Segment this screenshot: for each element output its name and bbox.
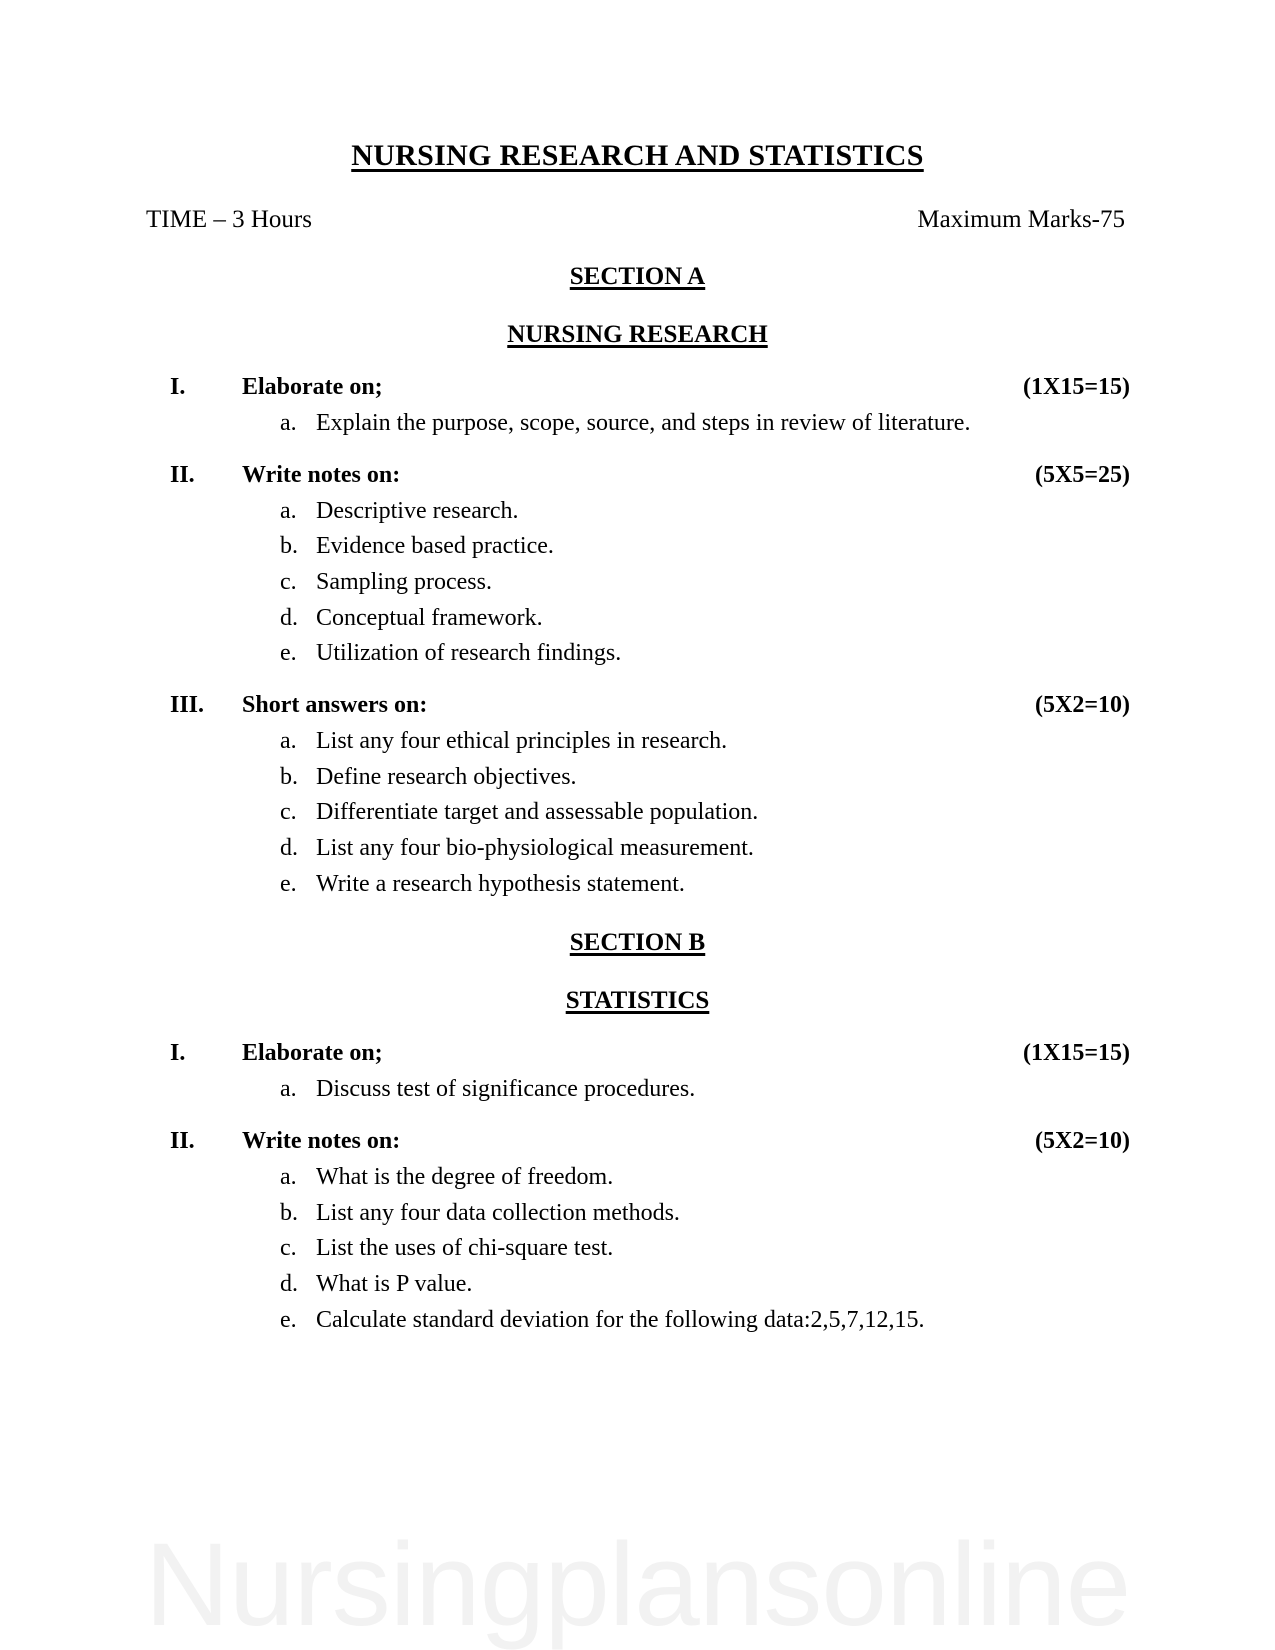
list-item bbox=[0, 762, 1275, 794]
sub-item-text: Calculate standard deviation for the following data:2,5,7,12,15. bbox=[316, 1306, 925, 1333]
question-sub-list bbox=[0, 1162, 1275, 1336]
section-a-subject-text: NURSING RESEARCH bbox=[507, 321, 768, 348]
section-a-heading-text: SECTION A bbox=[569, 263, 706, 290]
exam-meta-row bbox=[0, 206, 1275, 234]
sub-item-letter: d. bbox=[280, 1271, 298, 1298]
question-title: Write notes on: bbox=[242, 1128, 401, 1155]
sub-item-text: List any four data collection methods. bbox=[316, 1199, 680, 1226]
sub-item-text: What is the degree of freedom. bbox=[316, 1164, 614, 1191]
sub-item-letter: d. bbox=[280, 604, 298, 631]
sub-item-text: Explain the purpose, scope, source, and steps in review of literature. bbox=[316, 410, 971, 436]
question-b-1 bbox=[0, 1038, 1275, 1106]
list-item bbox=[0, 603, 1275, 635]
sub-item-text: List any four bio-physiological measurement. bbox=[316, 835, 754, 862]
question-b-2 bbox=[0, 1126, 1275, 1336]
question-marks: (5X2=10) bbox=[1035, 692, 1130, 719]
section-b-subject-text: STATISTICS bbox=[565, 987, 710, 1015]
list-item bbox=[0, 567, 1275, 599]
list-item bbox=[0, 833, 1275, 865]
sub-item-letter: e. bbox=[280, 640, 297, 667]
list-item bbox=[0, 1269, 1275, 1301]
list-item bbox=[0, 1198, 1275, 1230]
sub-item-text: Descriptive research. bbox=[316, 497, 519, 524]
sub-item-letter: b. bbox=[280, 533, 298, 560]
sub-item-letter: e. bbox=[280, 870, 297, 897]
sub-item-text: Define research objectives. bbox=[316, 763, 577, 790]
section-b-heading-text: SECTION B bbox=[569, 929, 706, 957]
list-item bbox=[0, 1233, 1275, 1265]
question-number: II. bbox=[170, 1128, 195, 1155]
question-a-1 bbox=[0, 372, 1275, 440]
sub-item-letter: c. bbox=[280, 1235, 297, 1262]
list-item bbox=[0, 531, 1275, 563]
exam-time-label: TIME – 3 Hours bbox=[146, 206, 312, 233]
sub-item-letter: a. bbox=[280, 1076, 297, 1103]
question-sub-list bbox=[0, 408, 1275, 440]
watermark: Nursingplansonline bbox=[144, 1519, 1131, 1650]
question-sub-list bbox=[0, 1074, 1275, 1106]
page-title-text: NURSING RESEARCH AND STATISTICS bbox=[351, 139, 924, 172]
list-item bbox=[0, 496, 1275, 528]
question-header bbox=[0, 372, 1275, 402]
question-sub-list bbox=[0, 496, 1275, 670]
question-title: Short answers on: bbox=[242, 692, 428, 719]
section-a bbox=[0, 262, 1275, 900]
exam-max-marks-label: Maximum Marks-75 bbox=[917, 206, 1125, 233]
list-item bbox=[0, 1162, 1275, 1194]
question-number: III. bbox=[170, 692, 205, 719]
question-number: II. bbox=[170, 461, 195, 488]
sub-item-text: Utilization of research findings. bbox=[316, 640, 622, 667]
sub-item-text: Write a research hypothesis statement. bbox=[316, 870, 685, 897]
sub-item-letter: a. bbox=[280, 728, 297, 755]
section-a-heading bbox=[0, 262, 1275, 292]
sub-item-letter: a. bbox=[280, 497, 297, 524]
question-header bbox=[0, 1038, 1275, 1068]
question-title: Write notes on: bbox=[242, 461, 401, 488]
list-item bbox=[0, 408, 1275, 440]
question-marks: (5X2=10) bbox=[1035, 1128, 1130, 1155]
list-item bbox=[0, 726, 1275, 758]
question-marks: (1X15=15) bbox=[1023, 1040, 1130, 1067]
list-item bbox=[0, 797, 1275, 829]
question-title: Elaborate on; bbox=[242, 1040, 383, 1067]
section-b bbox=[0, 928, 1275, 1336]
question-sub-list bbox=[0, 726, 1275, 900]
question-number: I. bbox=[170, 374, 186, 400]
question-a-3 bbox=[0, 690, 1275, 900]
list-item bbox=[0, 1305, 1275, 1337]
sub-item-letter: e. bbox=[280, 1306, 297, 1333]
question-title: Elaborate on; bbox=[242, 374, 383, 400]
section-b-subject-heading bbox=[0, 986, 1275, 1016]
list-item bbox=[0, 638, 1275, 670]
question-header bbox=[0, 1126, 1275, 1156]
sub-item-letter: a. bbox=[280, 410, 297, 436]
question-number: I. bbox=[170, 1040, 186, 1067]
section-b-heading bbox=[0, 928, 1275, 958]
sub-item-text: Discuss test of significance procedures. bbox=[316, 1076, 696, 1103]
sub-item-letter: b. bbox=[280, 1199, 298, 1226]
sub-item-text: List any four ethical principles in research. bbox=[316, 728, 728, 755]
list-item bbox=[0, 869, 1275, 901]
question-a-2 bbox=[0, 460, 1275, 670]
sub-item-text: Evidence based practice. bbox=[316, 533, 554, 560]
sub-item-text: Differentiate target and assessable population. bbox=[316, 799, 759, 826]
list-item bbox=[0, 1074, 1275, 1106]
sub-item-text: Conceptual framework. bbox=[316, 604, 543, 631]
question-marks: (5X5=25) bbox=[1035, 461, 1130, 488]
question-header bbox=[0, 690, 1275, 720]
question-header bbox=[0, 460, 1275, 490]
sub-item-letter: b. bbox=[280, 763, 298, 790]
sub-item-letter: a. bbox=[280, 1164, 297, 1191]
section-a-subject-heading bbox=[0, 320, 1275, 350]
sub-item-letter: d. bbox=[280, 835, 298, 862]
sub-item-text: Sampling process. bbox=[316, 569, 492, 596]
sub-item-text: What is P value. bbox=[316, 1271, 473, 1298]
page-title bbox=[0, 0, 1275, 174]
sub-item-letter: c. bbox=[280, 569, 297, 596]
sub-item-text: List the uses of chi-square test. bbox=[316, 1235, 614, 1262]
sub-item-letter: c. bbox=[280, 799, 297, 826]
question-marks: (1X15=15) bbox=[1023, 374, 1130, 400]
